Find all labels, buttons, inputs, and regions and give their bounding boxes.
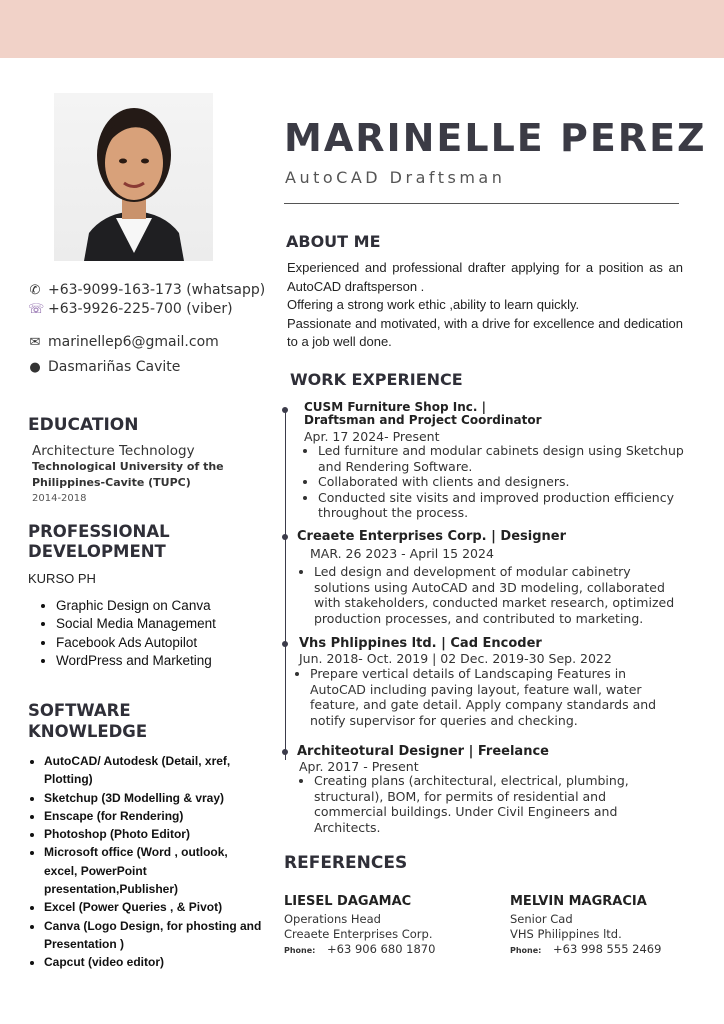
software-item: • Photoshop (Photo Editor) [44,825,263,843]
about-heading: ABOUT ME [286,232,381,251]
job-2-bullets [300,564,690,626]
pd-item: • Facebook Ads Autopilot [56,634,216,652]
job-bullet: • Led furniture and modular cabinets design using Sketchup and Rendering Software. [318,443,694,474]
about-text [287,259,683,352]
top-color-band [0,0,724,58]
reference-1 [284,894,435,958]
mail-icon: ✉ [29,334,41,350]
job-1-date: Apr. 17 2024- Present [304,429,440,444]
job-4-bullets [300,773,645,835]
reference-company: Creaete Enterprises Corp. [284,927,433,941]
references-heading: REFERENCES [284,853,408,873]
candidate-role: AutoCAD Draftsman [285,168,506,187]
profile-photo [54,93,213,261]
pd-heading-line1: PROFESSIONAL [28,522,170,541]
software-item: • Enscape (for Rendering) [44,807,263,825]
software-item: • Canva (Logo Design, for phosting and Presentation ) [44,917,263,954]
candidate-name: MARINELLE PEREZ [284,116,707,160]
job-2-date: MAR. 26 2023 - April 15 2024 [310,546,494,561]
reference-position: Senior Cad [510,912,573,926]
reference-2 [510,894,661,958]
job-1-bullets [304,443,694,521]
pd-provider: KURSO PH [28,571,96,586]
education-school-line1: Technological University of the [32,460,224,473]
contact-viber-text: +63-9926-225-700 (viber) [48,301,233,317]
contact-whatsapp [28,282,265,298]
job-3-date: Jun. 2018- Oct. 2019 | 02 Dec. 2019-30 Sep. 2022 [299,651,612,666]
software-item: • Microsoft office (Word , outlook, excel, PowerPoint presentation,Publisher) [44,843,263,898]
software-item: • AutoCAD/ Autodesk (Detail, xref, Plotting) [44,752,263,789]
work-timeline [285,410,286,760]
contact-whatsapp-text: +63-9099-163-173 (whatsapp) [48,282,266,298]
reference-phone-label: Phone: [284,946,316,955]
reference-name: LIESEL DAGAMAC [284,894,412,909]
reference-phone-row [284,942,435,958]
reference-phone-label: Phone: [510,946,542,955]
timeline-dot [282,534,288,540]
header-divider [284,203,679,204]
education-heading: EDUCATION [28,415,139,435]
job-4-date: Apr. 2017 - Present [299,759,419,774]
contact-email [28,334,219,350]
reference-company: VHS Philippines ltd. [510,927,622,941]
job-1-title-line2: Draftsman and Project Coordinator [304,413,542,427]
contact-email-text: marinellep6@gmail.com [48,334,219,350]
pd-list [40,597,216,670]
work-heading: WORK EXPERIENCE [290,370,463,389]
contact-location [28,359,180,375]
timeline-dot [282,407,288,413]
education-years: 2014-2018 [32,493,87,504]
job-bullet: • Led design and development of modular cabinetry solutions using AutoCAD and 3D modeling, collaborated with stakeholders, conducted market research, optimized production processes, and contributed to marketing. [314,564,690,626]
job-bullet: • Prepare vertical details of Landscaping Features in AutoCAD including paving layout, feature wall, water feature, and gate detail. Apply company standards and notify supervisor for queries and checking. [310,666,681,728]
job-2-title: Creaete Enterprises Corp. | Designer [297,529,567,544]
education-degree: Architecture Technology [32,443,195,459]
software-item: • Sketchup (3D Modelling & vray) [44,789,263,807]
timeline-dot [282,641,288,647]
pd-item: • Graphic Design on Canva [56,597,216,615]
about-line-3: Passionate and motivated, with a drive for excellence and dedication to a job well done. [287,315,683,349]
reference-position: Operations Head [284,912,381,926]
pd-item: • Social Media Management [56,615,216,633]
job-3-bullets [296,666,681,728]
software-list [28,752,263,972]
job-4-title: Architeotural Designer | Freelance [297,744,549,759]
software-heading-line1: SOFTWARE [28,701,131,720]
reference-phone-row [510,942,661,958]
job-1-title-line1: CUSM Furniture Shop Inc. | [304,400,486,414]
reference-phone: +63 998 555 2469 [553,942,662,956]
location-pin-icon: ● [29,359,41,375]
software-item: • Capcut (video editor) [44,953,263,971]
pd-item: • WordPress and Marketing [56,652,216,670]
software-item: • Excel (Power Queries , & Pivot) [44,898,263,916]
profile-photo-illustration [54,93,213,261]
contact-location-text: Dasmariñas Cavite [48,359,181,375]
job-bullet: • Creating plans (architectural, electrical, plumbing, structural), BOM, for permits of residential and commercial buildings. Under Civil Engineers and Architects. [314,773,645,835]
job-bullet: • Collaborated with clients and designers. [318,474,694,490]
about-line-2: Offering a strong work ethic ,ability to learn quickly. [287,297,580,312]
contact-viber [28,301,233,317]
software-heading-line2: KNOWLEDGE [28,722,148,741]
job-bullet: • Conducted site visits and improved production efficiency throughout the process. [318,490,694,521]
timeline-dot [282,749,288,755]
reference-phone: +63 906 680 1870 [327,942,436,956]
viber-icon: ☏ [28,301,45,317]
pd-heading-line2: DEVELOPMENT [28,542,166,561]
job-3-title: Vhs Phlippines ltd. | Cad Encoder [299,636,542,651]
phone-icon: ✆ [29,282,41,298]
reference-name: MELVIN MAGRACIA [510,894,647,909]
about-line-1: Experienced and professional drafter applying for a position as an AutoCAD draftsperson . [287,260,683,294]
education-school-line2: Philippines-Cavite (TUPC) [32,476,191,489]
